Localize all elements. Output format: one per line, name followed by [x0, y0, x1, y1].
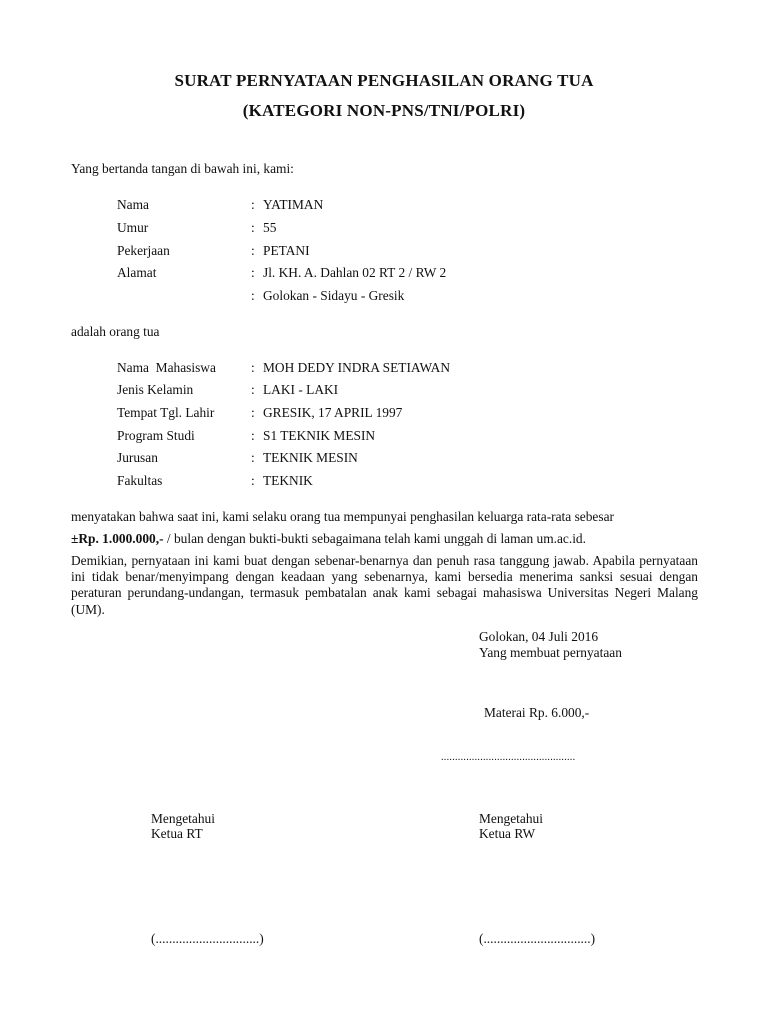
- field-colon: :: [251, 197, 255, 212]
- document-subtitle: (KATEGORI NON-PNS/TNI/POLRI): [242, 101, 526, 120]
- field-colon: :: [251, 288, 255, 303]
- income-line: [71, 530, 586, 547]
- field-value: LAKI - LAKI: [263, 382, 339, 397]
- field-colon: :: [251, 405, 255, 420]
- field-label: Nama Mahasiswa: [117, 360, 216, 375]
- rw-signature-line: (................................): [479, 931, 596, 946]
- field-colon: :: [251, 360, 255, 375]
- field-label: Jurusan: [117, 450, 158, 465]
- field-value: S1 TEKNIK MESIN: [263, 428, 376, 443]
- rt-heading: Mengetahui: [151, 811, 215, 826]
- signer-caption: Yang membuat pernyataan: [479, 645, 622, 660]
- field-label: Jenis Kelamin: [117, 382, 194, 397]
- field-value: Golokan - Sidayu - Gresik: [263, 288, 405, 303]
- rt-signature-line: (...............................): [151, 931, 264, 946]
- relation-text: adalah orang tua: [71, 324, 160, 339]
- rw-heading: Mengetahui: [479, 811, 543, 826]
- field-colon: :: [251, 450, 255, 465]
- field-value: YATIMAN: [263, 197, 324, 212]
- field-value: GRESIK, 17 APRIL 1997: [263, 405, 403, 420]
- field-value: TEKNIK MESIN: [263, 450, 358, 465]
- field-label: Pekerjaan: [117, 243, 170, 258]
- signature-line: ................................................: [441, 752, 576, 763]
- field-colon: :: [251, 265, 255, 280]
- income-statement: menyatakan bahwa saat ini, kami selaku orang tua mempunyai penghasilan keluarga rata-rata sebesar: [71, 509, 614, 524]
- field-colon: :: [251, 428, 255, 443]
- rt-title: Ketua RT: [151, 826, 203, 841]
- field-colon: :: [251, 473, 255, 488]
- income-rest: / bulan dengan bukti-bukti sebagaimana telah kami unggah di laman um.ac.id.: [163, 531, 586, 546]
- field-colon: :: [251, 220, 255, 235]
- closing-paragraph: Demikian, pernyataan ini kami buat dengan sebenar-benarnya dan penuh rasa tanggung jawab. Apabila pernyataan ini tidak benar/menyimpang dengan keadaan yang sebenarnya, kami bersedia menerima sanksi sesuai dengan peraturan perundang-undangan, termasuk pembatalan anak kami sebagai mahasiswa Universitas Negeri Malang (UM).: [71, 553, 698, 617]
- income-amount: ±Rp. 1.000.000,-: [71, 531, 164, 546]
- field-colon: :: [251, 382, 255, 397]
- field-label: Fakultas: [117, 473, 163, 488]
- place-date: Golokan, 04 Juli 2016: [479, 629, 599, 644]
- field-label: Umur: [117, 220, 149, 235]
- field-label: Tempat Tgl. Lahir: [117, 405, 215, 420]
- rw-title: Ketua RW: [479, 826, 536, 841]
- field-label: Alamat: [117, 265, 157, 280]
- field-label: Program Studi: [117, 428, 195, 443]
- field-value: TEKNIK: [263, 473, 313, 488]
- field-value: Jl. KH. A. Dahlan 02 RT 2 / RW 2: [263, 265, 447, 280]
- field-label: Nama: [117, 197, 149, 212]
- field-value: PETANI: [263, 243, 310, 258]
- field-value: 55: [263, 220, 277, 235]
- field-colon: :: [251, 243, 255, 258]
- stamp-duty-note: Materai Rp. 6.000,-: [484, 705, 590, 720]
- field-value: MOH DEDY INDRA SETIAWAN: [263, 360, 451, 375]
- document-title: SURAT PERNYATAAN PENGHASILAN ORANG TUA: [174, 71, 594, 90]
- intro-text: Yang bertanda tangan di bawah ini, kami:: [71, 161, 294, 176]
